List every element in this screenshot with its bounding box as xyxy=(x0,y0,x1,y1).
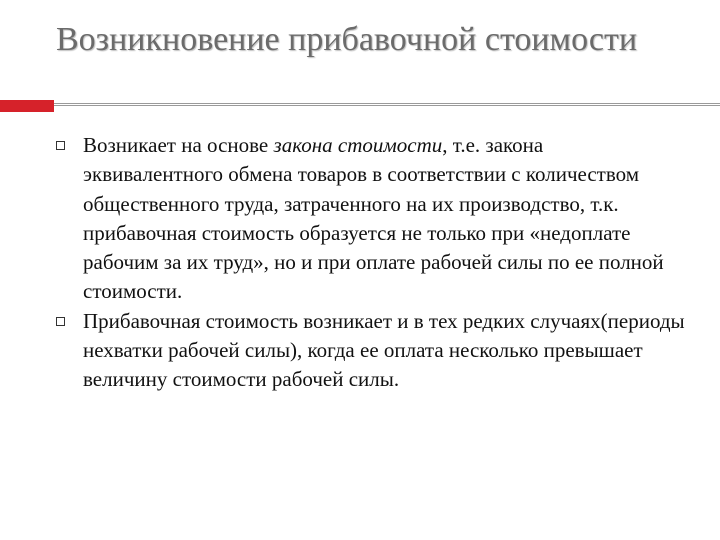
bullet-item xyxy=(56,131,686,307)
slide-title: Возникновение прибавочной стоимости xyxy=(56,21,638,58)
bullet-text-emphasis: закона стоимости xyxy=(273,133,443,157)
bullet-list xyxy=(56,131,686,395)
bullet-item xyxy=(56,307,686,395)
title-accent-bar xyxy=(0,100,54,112)
title-divider xyxy=(54,103,720,106)
bullet-text-end: , т.е. закона эквивалентного обмена товаров в соответствии с количеством общественного труда, затраченного на их производство, т.к. прибавочная стоимость образуется не только при «недоплате рабочим за их труд», но и при оплате рабочей силы по ее полной стоимости. xyxy=(83,133,664,304)
bullet-text-start: Возникает на основе xyxy=(83,133,274,157)
bullet-text: Прибавочная стоимость возникает и в тех редких случаях(периоды нехватки рабочей силы), когда ее оплата несколько превышает величину стоимости рабочей силы. xyxy=(83,308,685,392)
hollow-square-icon xyxy=(56,141,65,150)
hollow-square-icon xyxy=(56,317,65,326)
